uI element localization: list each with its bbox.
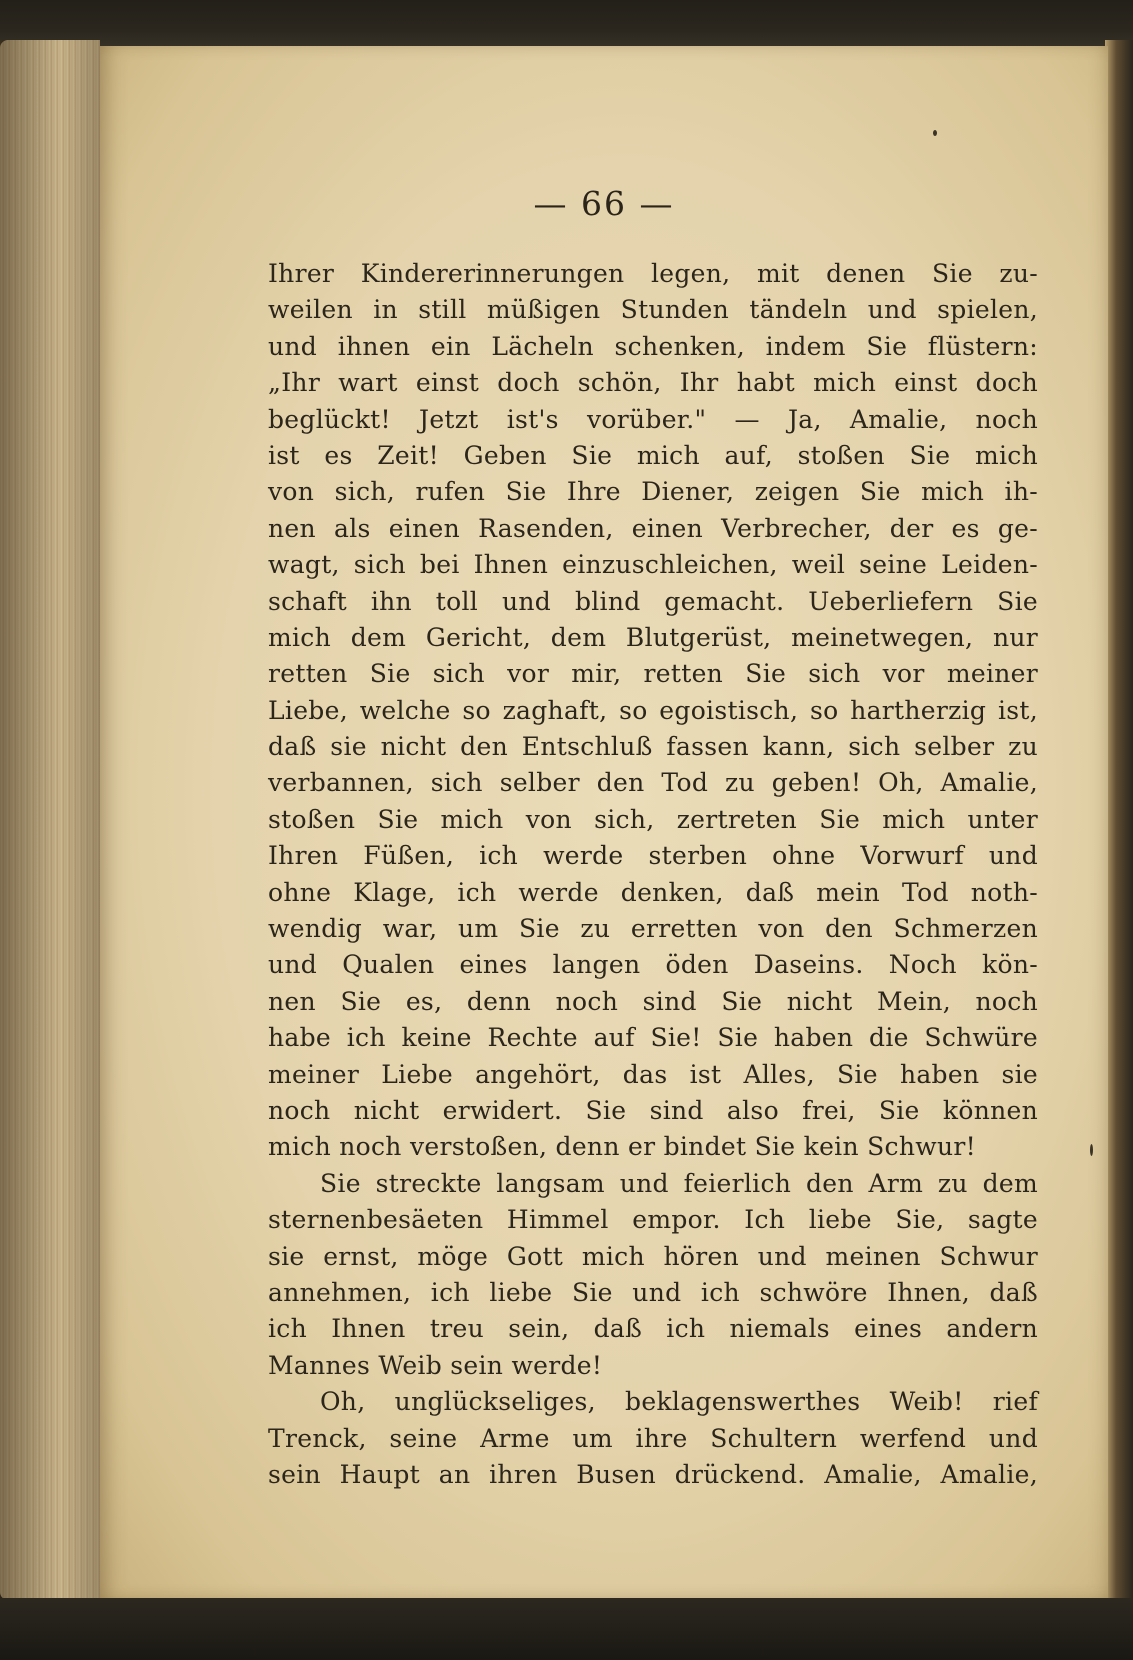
text-line: von sich, rufen Sie Ihre Diener, zeigen Sie mich ih-	[268, 477, 1038, 507]
ink-speck	[1090, 1144, 1093, 1156]
text-line: verbannen, sich selber den Tod zu geben! Oh, Amalie,	[268, 768, 1038, 798]
text-line: mich dem Gericht, dem Blutgerüst, meinetwegen, nur	[268, 622, 1038, 652]
text-line: meiner Liebe angehört, das ist Alles, Sie haben sie	[268, 1059, 1038, 1089]
page-number: — 66 —	[533, 184, 675, 223]
text-line: Ihren Füßen, ich werde sterben ohne Vorwurf und	[268, 841, 1038, 871]
text-line: sternenbesäeten Himmel empor. Ich liebe Sie, sagte	[268, 1205, 1038, 1235]
text-line: Ihrer Kindererinnerungen legen, mit denen Sie zu-	[268, 259, 1038, 288]
text-line: retten Sie sich vor mir, retten Sie sich vor meiner	[268, 659, 1038, 689]
text-line: wendig war, um Sie zu erretten von den Schmerzen	[268, 914, 1038, 944]
text-line: daß sie nicht den Entschluß fassen kann, sich selber zu	[268, 732, 1038, 762]
text-line: und ihnen ein Lächeln schenken, indem Sie flüstern:	[268, 331, 1038, 361]
book-bottom-edge	[0, 1598, 1133, 1660]
text-line: ist es Zeit! Geben Sie mich auf, stoßen Sie mich	[268, 440, 1038, 470]
text-line: noch nicht erwidert. Sie sind also frei, Sie können	[268, 1095, 1038, 1125]
text-line: nen Sie es, denn noch sind Sie nicht Mein, noch	[268, 986, 1038, 1016]
text-line: nen als einen Rasenden, einen Verbrecher, der es ge-	[268, 513, 1038, 543]
text-line: sie ernst, möge Gott mich hören und meinen Schwur	[268, 1241, 1038, 1271]
text-line: mich noch verstoßen, denn er bindet Sie kein Schwur!	[268, 1132, 976, 1162]
text-line: wagt, sich bei Ihnen einzuschleichen, weil seine Leiden-	[268, 550, 1038, 580]
text-line: „Ihr wart einst doch schön, Ihr habt mich einst doch	[268, 368, 1038, 398]
ink-speck	[933, 130, 937, 136]
text-line: Oh, unglückseliges, beklagenswerthes Weib! rief	[320, 1387, 1038, 1417]
book-top-edge	[0, 0, 1133, 52]
text-line: und Qualen eines langen öden Daseins. Noch kön-	[268, 950, 1038, 980]
text-line: Sie streckte langsam und feierlich den Arm zu dem	[320, 1168, 1038, 1198]
text-line: weilen in still müßigen Stunden tändeln und spielen,	[268, 295, 1038, 325]
text-line: ohne Klage, ich werde denken, daß mein Tod noth-	[268, 877, 1038, 907]
text-line: beglückt! Jetzt ist's vorüber." — Ja, Amalie, noch	[268, 404, 1038, 434]
text-line: habe ich keine Rechte auf Sie! Sie haben die Schwüre	[268, 1023, 1038, 1053]
text-line: Mannes Weib sein werde!	[268, 1350, 603, 1380]
book-page	[100, 46, 1108, 1598]
text-line: sein Haupt an ihren Busen drückend. Amalie, Amalie,	[268, 1459, 1038, 1489]
text-line: Trenck, seine Arme um ihre Schultern werfend und	[268, 1423, 1038, 1453]
body-text	[268, 256, 1038, 1493]
page-stack-shadow	[0, 40, 100, 1600]
text-line: schaft ihn toll und blind gemacht. Ueberliefern Sie	[268, 586, 1038, 616]
text-line: stoßen Sie mich von sich, zertreten Sie mich unter	[268, 804, 1038, 834]
text-line: ich Ihnen treu sein, daß ich niemals eines andern	[268, 1314, 1038, 1344]
book-cover-edge	[1105, 40, 1133, 1600]
text-line: Liebe, welche so zaghaft, so egoistisch, so hartherzig ist,	[268, 695, 1038, 725]
text-line: annehmen, ich liebe Sie und ich schwöre Ihnen, daß	[268, 1277, 1038, 1307]
